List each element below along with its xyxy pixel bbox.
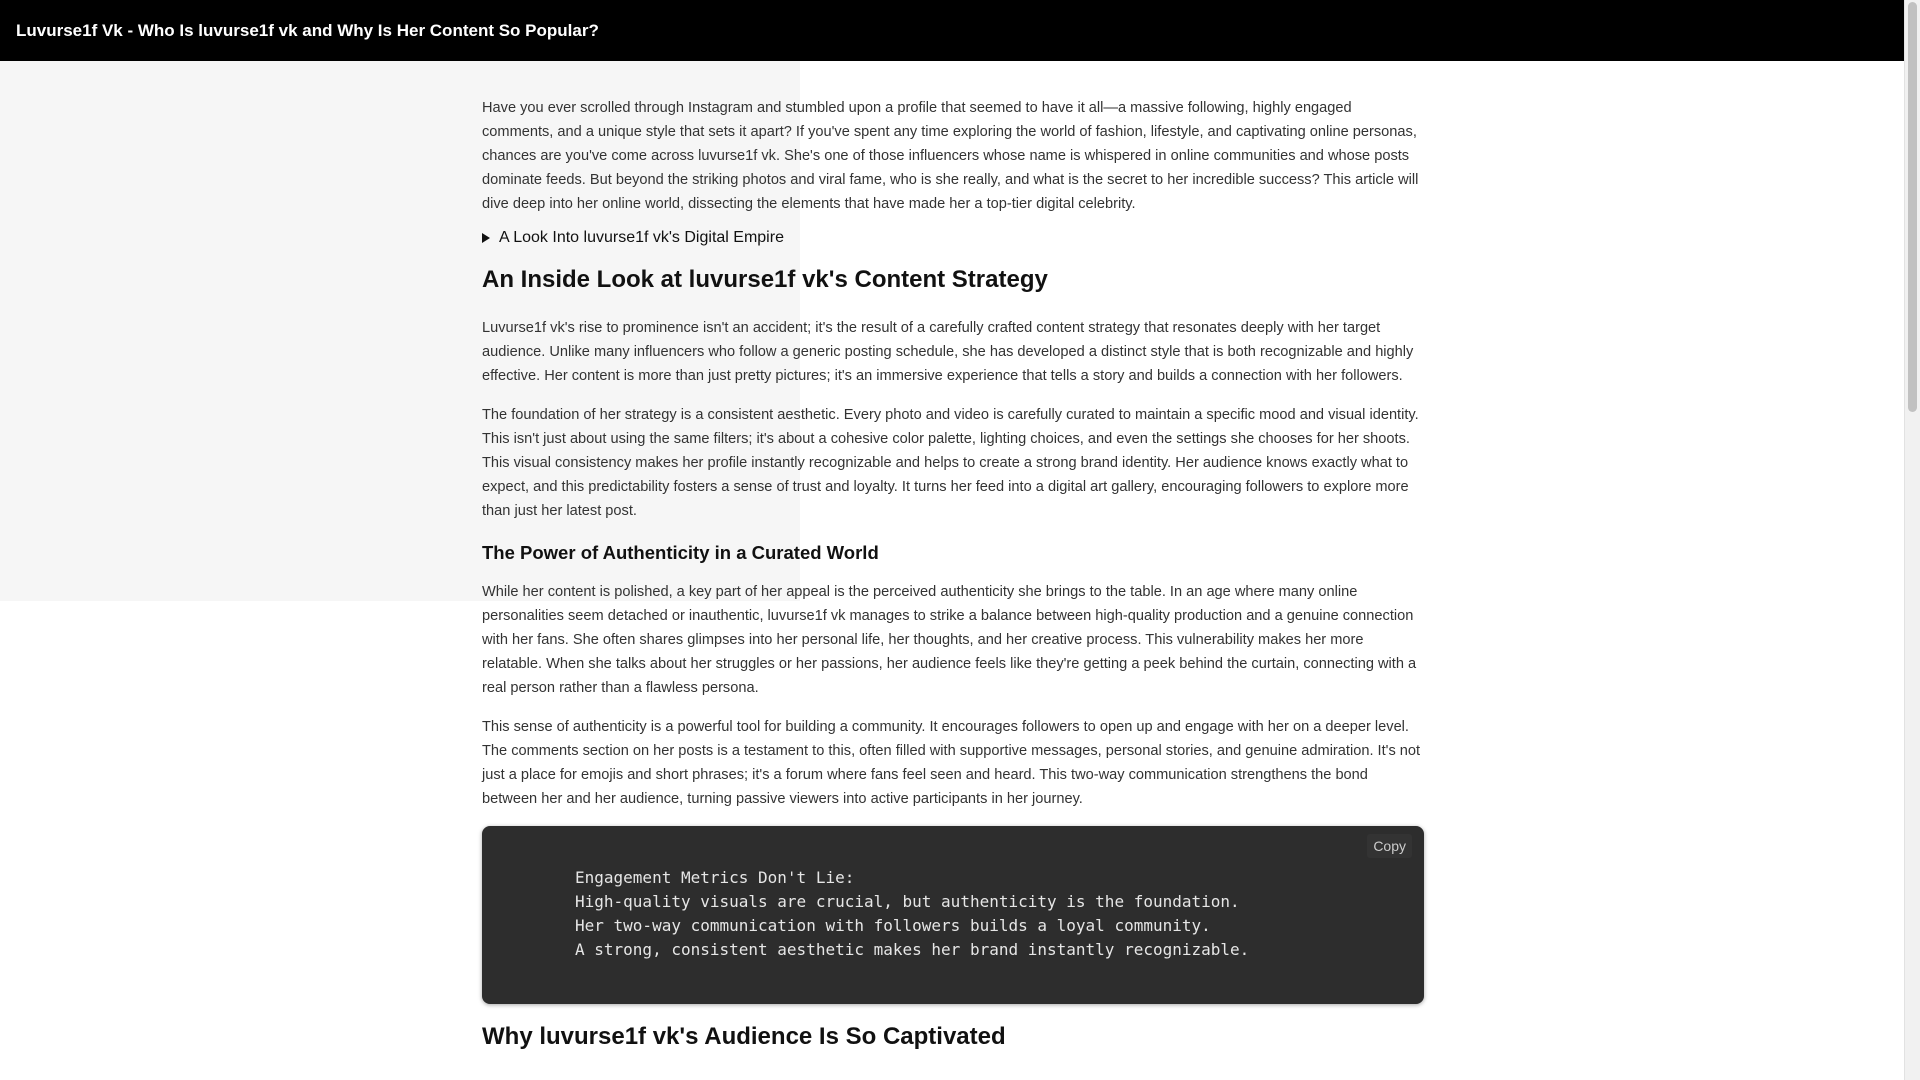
subheading-authenticity: The Power of Authenticity in a Curated World bbox=[482, 542, 879, 563]
copy-button[interactable]: Copy bbox=[1367, 834, 1412, 858]
article-content bbox=[482, 61, 1424, 1053]
code-block bbox=[482, 826, 1424, 1004]
disclosure-triangle-icon[interactable] bbox=[482, 233, 490, 243]
scrollbar-thumb[interactable] bbox=[1908, 2, 1917, 412]
page-title: Luvurse1f Vk - Who Is luvurse1f vk and Why Is Her Content So Popular? bbox=[16, 20, 599, 40]
section-heading-strategy: An Inside Look at luvurse1f vk's Content Strategy bbox=[482, 266, 1048, 293]
authenticity-paragraph-2: This sense of authenticity is a powerful tool for building a community. It encourages followers to open up and engage with her on a deeper level. The comments section on her posts is a testament to this, often filled with supportive messages, personal stories, and genuine admiration. It's not just a place for emojis and short phrases; it's a forum where fans feel seen and heard. This two-way communication strengthens the bond between her and her audience, turning passive viewers into active participants in her journey. bbox=[482, 719, 1421, 807]
intro-paragraph: Have you ever scrolled through Instagram and stumbled upon a profile that seemed to have it all—a massive following, highly engaged comments, and a unique style that sets it apart? If you've spent any time exploring the world of fashion, lifestyle, and captivating online personas, chances are you've come across luvurse1f vk. She's one of those influencers whose name is whispered in online communities and whose posts dominate feeds. But beyond the striking photos and viral fame, who is she really, and what is the secret to her incredible success? This article will dive deep into her online world, dissecting the elements that have made her a top-tier digital celebrity. bbox=[482, 100, 1419, 212]
details-toggle[interactable] bbox=[482, 226, 1424, 250]
code-block-text: Engagement Metrics Don't Lie: High-quality visuals are crucial, but authenticity is the foundation. Her two-way communication with followers builds a loyal community. A strong, consistent aesthetic makes her brand instantly recognizable. bbox=[575, 868, 1250, 959]
top-header-bar bbox=[0, 0, 1905, 61]
section-heading-audience: Why luvurse1f vk's Audience Is So Captivated bbox=[482, 1023, 1006, 1050]
vertical-scrollbar[interactable] bbox=[1904, 0, 1920, 1080]
details-summary-label[interactable]: A Look Into luvurse1f vk's Digital Empire bbox=[499, 229, 784, 246]
strategy-paragraph-1: Luvurse1f vk's rise to prominence isn't an accident; it's the result of a carefully crafted content strategy that resonates deeply with her target audience. Unlike many influencers who follow a generic posting schedule, she has developed a distinct style that is both recognizable and highly effective. Her content is more than just pretty pictures; it's an immersive experience that tells a story and builds a connection with her followers. bbox=[482, 320, 1414, 384]
authenticity-paragraph-1: While her content is polished, a key part of her appeal is the perceived authenticity she brings to the table. In an age where many online personalities seem detached or inauthentic, luvurse1f vk manages to strike a balance between high-quality production and a genuine connection with her fans. She often shares glimpses into her personal life, her thoughts, and her creative process. This vulnerability makes her more relatable. When she talks about her struggles or her passions, her audience feels like they're getting a peek behind the curtain, connecting with a real person rather than a flawless persona. bbox=[482, 584, 1417, 696]
strategy-paragraph-2: The foundation of her strategy is a consistent aesthetic. Every photo and video is carefully curated to maintain a specific mood and visual identity. This isn't just about using the same filters; it's about a cohesive color palette, lighting choices, and even the settings she chooses for her shoots. This visual consistency makes her profile instantly recognizable and helps to create a strong brand identity. Her audience knows exactly what to expect, and this predictability fosters a sense of trust and loyalty. It turns her feed into a digital art gallery, encouraging followers to explore more than just her latest post. bbox=[482, 407, 1419, 519]
